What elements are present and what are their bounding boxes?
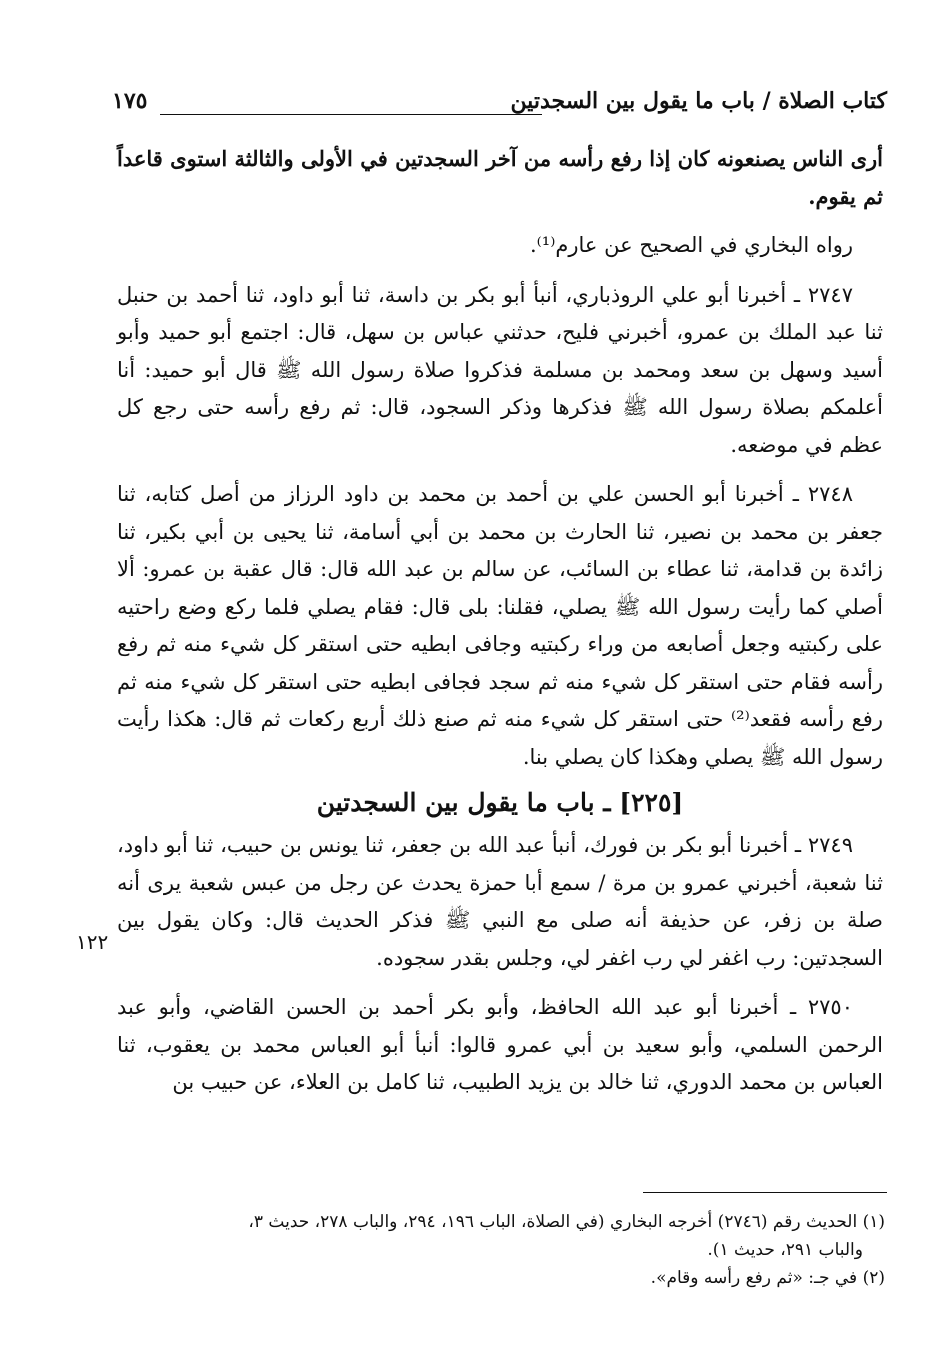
hadith-2750: ٢٧٥٠ ـ أخبرنا أبو عبد الله الحافظ، وأبو بكر أحمد بن الحسن القاضي، وأبو عبد الرحمن السلمي، وأبو سعيد بن أبي عمرو قالوا: أنبأ أبو العباس محمد بن يعقوب، ثنا العباس بن محمد الدوري، ثنا خالد بن يزيد الطبيب، ثنا كامل بن العلاء، عن حبيب بن: [117, 995, 883, 1094]
footnote-1-continuation: والباب ٢٩١، حديث ١).: [707, 1240, 863, 1260]
paragraph-attribution: رواه البخاري في الصحيح عن عارم⁽¹⁾.: [529, 233, 853, 257]
hadith-2749: ٢٧٤٩ ـ أخبرنا أبو بكر بن فورك، أنبأ عبد الله بن جعفر، ثنا يونس بن حبيب، ثنا أبو داود، ثنا شعبة، أخبرني عمرو بن مرة / سمع أبا حمزة يحدث عن رجل من عبس شعبة يرى أنه صلة بن زفر، عن حذيفة أنه صلى مع النبي ﷺ فذكر الحديث قال: وكان يقول بين السجدتين: رب اغفر لي رب اغفر لي، وجلس بقدر سجوده.: [117, 833, 883, 970]
margin-manuscript-folio: ١٢٢: [76, 930, 109, 954]
header-rule: [160, 114, 542, 115]
hadith-2747: ٢٧٤٧ ـ أخبرنا أبو علي الروذباري، أنبأ أبو بكر بن داسة، ثنا أبو داود، ثنا أحمد بن حنبل ثنا عبد الملك بن عمرو، أخبرني فليح، حدثني عباس بن سهل، قال: اجتمع أبو حميد وأبو أسيد وسهل بن سعد ومحمد بن مسلمة فذكروا صلاة رسول الله ﷺ قال أبو حميد: أنا أعلمكم بصلاة رسول الله ﷺ فذكرها وذكر السجود، قال: ثم رفع رأسه حتى رجع كل عظم في موضعه.: [117, 282, 883, 457]
footnote-1: (١) الحديث رقم (٢٧٤٦) أخرجه البخاري (في الصلاة، الباب ١٩٦، ٢٩٤، والباب ٢٧٨، حديث ٣،: [248, 1212, 885, 1232]
chapter-heading: [٢٢٥] ـ باب ما يقول بين السجدتين: [316, 788, 684, 817]
running-header: [112, 88, 887, 128]
paragraph-continuation: أرى الناس يصنعونه كان إذا رفع رأسه من آخر السجدتين في الأولى والثالثة استوى قاعداً ثم يقوم.: [117, 146, 883, 209]
hadith-2748: ٢٧٤٨ ـ أخبرنا أبو الحسن علي بن أحمد بن محمد بن داود الرزاز من أصل كتابه، ثنا جعفر بن محمد بن نصير، ثنا الحارث بن محمد بن أبي أسامة، ثنا يحيى بن أبي بكير، ثنا زائدة بن قدامة، ثنا عطاء بن السائب، عن سالم بن عبد الله قال: قال عقبة بن عمرو: ألا أصلي كما رأيت رسول الله ﷺ يصلي، فقلنا: بلى قال: فقام يصلي فلما ركع وضع راحتيه على ركبتيه وجعل أصابعه من وراء ركبتيه وجافى ابطيه حتى استقر كل شيء منه ثم رفع رأسه فقام حتى استقر كل شيء منه ثم سجد فجافى ابطيه حتى استقر كل شيء منه ثم رفع رأسه فقعد⁽²⁾ حتى استقر كل شيء منه ثم صنع ذلك أربع ركعات ثم قال: هكذا رأيت رسول الله ﷺ يصلي وهكذا كان يصلي بنا.: [117, 482, 883, 769]
header-title: كتاب الصلاة / باب ما يقول بين السجدتين: [510, 88, 887, 114]
page-number: ١٧٥: [112, 88, 148, 114]
footnote-2: (٢) في جـ: «ثم رفع رأسه وقام».: [650, 1268, 885, 1288]
footnote-rule: [643, 1192, 887, 1193]
footnotes: [117, 1208, 885, 1292]
main-text: [117, 140, 883, 1102]
